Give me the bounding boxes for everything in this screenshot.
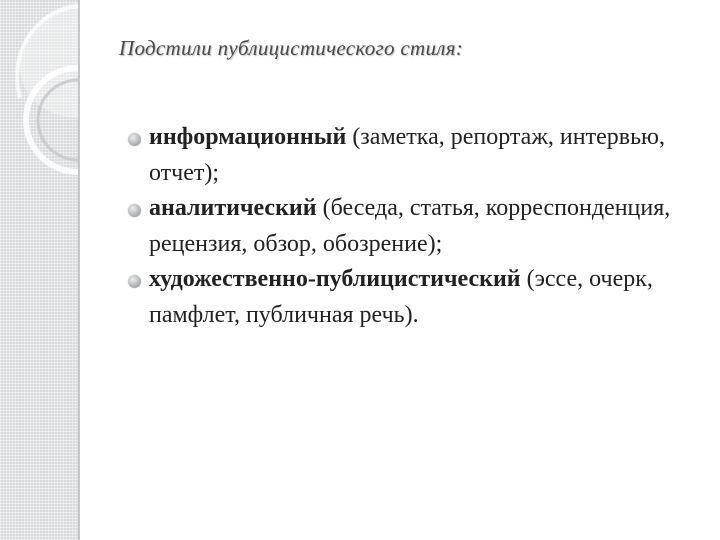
list-item-artistic-journalistic — [128, 262, 703, 333]
item-term: информационный — [149, 124, 347, 150]
item-description: (заметка, репортаж, интервью, отчет); — [149, 124, 665, 186]
decorative-sidebar — [0, 0, 80, 540]
slide-title: Подстили публицистического стиля: — [119, 36, 464, 60]
item-term: художественно-публицистический — [149, 266, 521, 292]
bullet-circle-icon — [128, 204, 141, 217]
bullet-circle-icon — [128, 133, 141, 146]
substyle-list — [128, 120, 703, 333]
sidebar-edge-line — [78, 0, 80, 540]
sidebar-swirl-ornament — [0, 0, 80, 540]
bullet-circle-icon — [128, 275, 141, 288]
item-description: (эссе, очерк, памфлет, публичная речь). — [149, 266, 653, 328]
item-description: (беседа, статья, корреспонденция, рецензия, обзор, обозрение); — [149, 195, 671, 257]
list-item-analytical — [128, 191, 703, 262]
item-term: аналитический — [149, 195, 317, 221]
list-item-informational — [128, 120, 703, 191]
